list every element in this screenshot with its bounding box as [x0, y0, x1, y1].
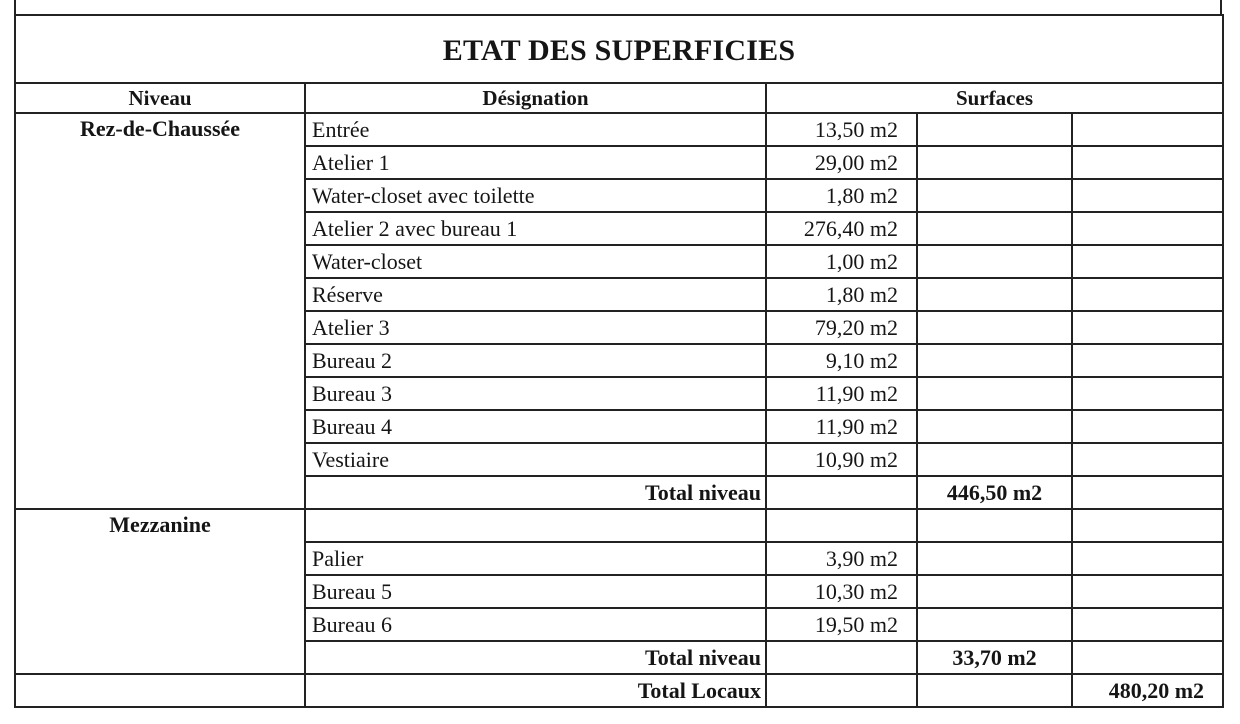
- surface-cell: 276,40 m2: [766, 212, 917, 245]
- empty-cell: [1072, 344, 1223, 377]
- empty-cell: [1072, 377, 1223, 410]
- designation-cell: Bureau 5: [305, 575, 766, 608]
- level-name: Rez-de-Chaussée: [15, 113, 305, 509]
- designation-cell: Atelier 2 avec bureau 1: [305, 212, 766, 245]
- designation-cell: Water-closet: [305, 245, 766, 278]
- empty-cell: [1072, 608, 1223, 641]
- title-box: [14, 14, 1224, 84]
- grand-total-value: 480,20 m2: [1072, 674, 1223, 707]
- grand-total-row: [15, 674, 1223, 707]
- surface-cell: 1,80 m2: [766, 179, 917, 212]
- empty-cell: [1072, 212, 1223, 245]
- empty-cell: [1072, 311, 1223, 344]
- designation-cell: Bureau 3: [305, 377, 766, 410]
- table-row: [15, 113, 1223, 146]
- designation-cell: Atelier 1: [305, 146, 766, 179]
- designation-cell: [305, 509, 766, 542]
- empty-cell: [917, 674, 1072, 707]
- empty-cell: [1072, 245, 1223, 278]
- surface-cell: 11,90 m2: [766, 410, 917, 443]
- empty-cell: [917, 344, 1072, 377]
- header-niveau: Niveau: [15, 83, 305, 113]
- surfaces-table: [14, 82, 1224, 708]
- empty-cell: [917, 179, 1072, 212]
- surface-cell: 29,00 m2: [766, 146, 917, 179]
- level-total-value: 33,70 m2: [917, 641, 1072, 674]
- surface-cell: 1,00 m2: [766, 245, 917, 278]
- empty-cell: [917, 608, 1072, 641]
- empty-cell: [917, 542, 1072, 575]
- empty-cell: [15, 674, 305, 707]
- empty-cell: [917, 245, 1072, 278]
- level-total-label: Total niveau: [305, 641, 766, 674]
- empty-cell: [766, 641, 917, 674]
- empty-cell: [917, 377, 1072, 410]
- surface-cell: 10,30 m2: [766, 575, 917, 608]
- empty-cell: [917, 443, 1072, 476]
- empty-cell: [1072, 509, 1223, 542]
- document-page: [14, 0, 1222, 708]
- surface-cell: 13,50 m2: [766, 113, 917, 146]
- header-row: [15, 83, 1223, 113]
- level-total-value: 446,50 m2: [917, 476, 1072, 509]
- empty-cell: [917, 509, 1072, 542]
- empty-cell: [1072, 278, 1223, 311]
- empty-cell: [1072, 113, 1223, 146]
- empty-cell: [917, 278, 1072, 311]
- empty-cell: [1072, 542, 1223, 575]
- surface-cell: 3,90 m2: [766, 542, 917, 575]
- empty-cell: [1072, 641, 1223, 674]
- empty-cell: [1072, 476, 1223, 509]
- designation-cell: Entrée: [305, 113, 766, 146]
- empty-cell: [917, 410, 1072, 443]
- designation-cell: Water-closet avec toilette: [305, 179, 766, 212]
- empty-cell: [1072, 146, 1223, 179]
- empty-cell: [1072, 410, 1223, 443]
- surface-cell: 1,80 m2: [766, 278, 917, 311]
- empty-cell: [917, 146, 1072, 179]
- table-body: [15, 113, 1223, 707]
- designation-cell: Atelier 3: [305, 311, 766, 344]
- empty-cell: [1072, 575, 1223, 608]
- empty-cell: [917, 113, 1072, 146]
- designation-cell: Bureau 2: [305, 344, 766, 377]
- page-title: ETAT DES SUPERFICIES: [442, 34, 796, 67]
- designation-cell: Bureau 4: [305, 410, 766, 443]
- designation-cell: Bureau 6: [305, 608, 766, 641]
- surface-cell: 9,10 m2: [766, 344, 917, 377]
- header-surfaces: Surfaces: [766, 83, 1223, 113]
- empty-cell: [766, 674, 917, 707]
- header-designation: Désignation: [305, 83, 766, 113]
- surface-cell: 10,90 m2: [766, 443, 917, 476]
- level-name: Mezzanine: [15, 509, 305, 674]
- designation-cell: Réserve: [305, 278, 766, 311]
- empty-cell: [917, 575, 1072, 608]
- grand-total-label: Total Locaux: [305, 674, 766, 707]
- surface-cell: [766, 509, 917, 542]
- designation-cell: Palier: [305, 542, 766, 575]
- empty-cell: [1072, 443, 1223, 476]
- empty-cell: [917, 311, 1072, 344]
- surface-cell: 11,90 m2: [766, 377, 917, 410]
- table-row: [15, 509, 1223, 542]
- empty-cell: [766, 476, 917, 509]
- surface-cell: 79,20 m2: [766, 311, 917, 344]
- level-total-label: Total niveau: [305, 476, 766, 509]
- empty-cell: [917, 212, 1072, 245]
- empty-cell: [1072, 179, 1223, 212]
- surface-cell: 19,50 m2: [766, 608, 917, 641]
- designation-cell: Vestiaire: [305, 443, 766, 476]
